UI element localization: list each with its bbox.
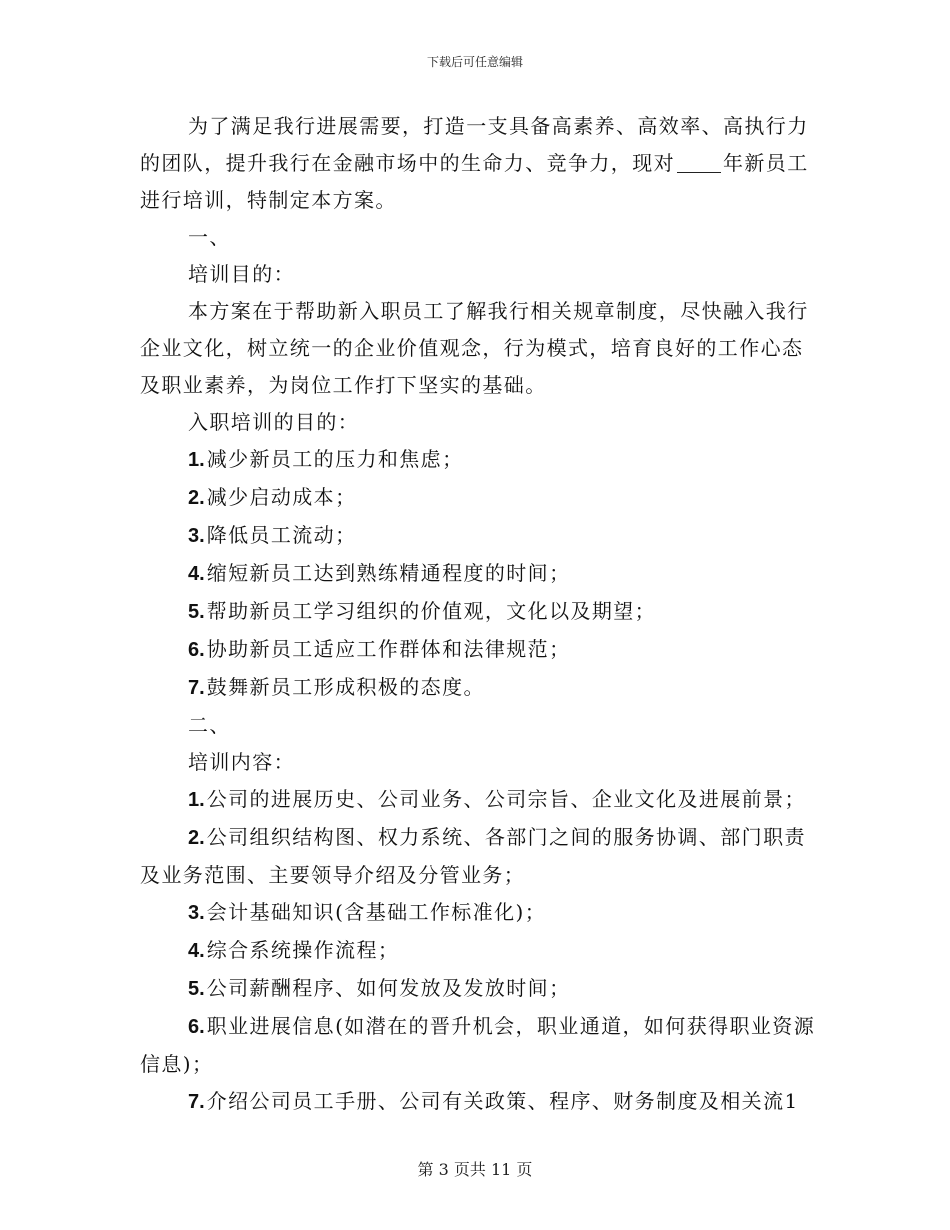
intro-paragraph [140, 108, 820, 219]
list-item-text: 公司组织结构图、权力系统、各部门之间的服务协调、部门职责及业务范围、主要领导介绍及分管业务； [140, 825, 806, 887]
section-1-heading: 一、 [188, 225, 231, 249]
page-header: 下载后可任意编辑 [426, 55, 523, 69]
list-item [140, 479, 820, 517]
section-1-subheading: 培训目的： [188, 262, 295, 286]
intro-text-before: 为了满足我行进展需要，打造一支具备高素养、高效率、高执行力的团队，提升我行在金融市场中的生命力、竞争力，现对 [140, 114, 809, 175]
list-item-text: 综合系统操作流程； [206, 938, 400, 962]
intro-text-after: 年新员工进行培训，特制定本方案。 [140, 151, 809, 212]
list-item [140, 781, 820, 819]
list-item-text: 职业进展信息(如潜在的晋升机会，职业通道，如何获得职业资源信息)； [140, 1014, 816, 1076]
list-item-text: 介绍公司员工手册、公司有关政策、程序、财务制度及相关流1 [206, 1089, 799, 1113]
list-item-number: 4. [188, 940, 205, 962]
list-item [140, 555, 820, 593]
list-item-text: 协助新员工适应工作群体和法律规范； [206, 637, 571, 661]
page-footer: 第 3 页共 11 页 [417, 1160, 533, 1179]
list-item-text: 会计基础知识(含基础工作标准化)； [206, 900, 547, 924]
list-item [140, 441, 820, 479]
list-item [140, 669, 820, 707]
list-item-number: 1. [188, 789, 205, 811]
section-1-list-title: 入职培训的目的： [188, 410, 360, 434]
list-item-number: 7. [188, 677, 205, 699]
list-item-text: 降低员工流动； [206, 523, 357, 547]
list-item-text: 公司的进展历史、公司业务、公司宗旨、企业文化及进展前景； [206, 787, 806, 811]
list-item-number: 4. [188, 563, 205, 585]
list-item [140, 894, 820, 932]
list-item-number: 2. [188, 827, 205, 849]
year-blank [677, 152, 721, 173]
list-item-number: 6. [188, 639, 205, 661]
list-item-number: 6. [188, 1016, 205, 1038]
list-item-number: 2. [188, 487, 205, 509]
section-2-heading: 二、 [188, 713, 231, 737]
list-item [140, 932, 820, 970]
list-item [140, 970, 820, 1008]
list-item [140, 1008, 820, 1083]
list-item-text: 帮助新员工学习组织的价值观，文化以及期望； [206, 599, 657, 623]
list-item-text: 公司薪酬程序、如何发放及发放时间； [206, 976, 571, 1000]
list-item-number: 5. [188, 978, 205, 1000]
list-item [140, 517, 820, 555]
list-item-text: 鼓舞新员工形成积极的态度。 [206, 675, 485, 699]
list-item-number: 1. [188, 449, 205, 471]
list-item-text: 缩短新员工达到熟练精通程度的时间； [206, 561, 571, 585]
section-1-body: 本方案在于帮助新入职员工了解我行相关规章制度，尽快融入我行企业文化，树立统一的企业价值观念，行为模式，培育良好的工作心态及职业素养，为岗位工作打下坚实的基础。 [140, 299, 809, 397]
list-item-number: 7. [188, 1091, 205, 1113]
list-item-number: 5. [188, 601, 205, 623]
list-item [140, 631, 820, 669]
list-item [140, 593, 820, 631]
list-item-text: 减少新员工的压力和焦虑； [206, 447, 464, 471]
list-item-text: 减少启动成本； [206, 485, 357, 509]
list-item [140, 819, 820, 894]
list-item-number: 3. [188, 902, 205, 924]
list-item-number: 3. [188, 525, 205, 547]
list-item [140, 1083, 820, 1121]
section-2-subheading: 培训内容： [188, 750, 295, 774]
document-body [140, 108, 820, 1121]
